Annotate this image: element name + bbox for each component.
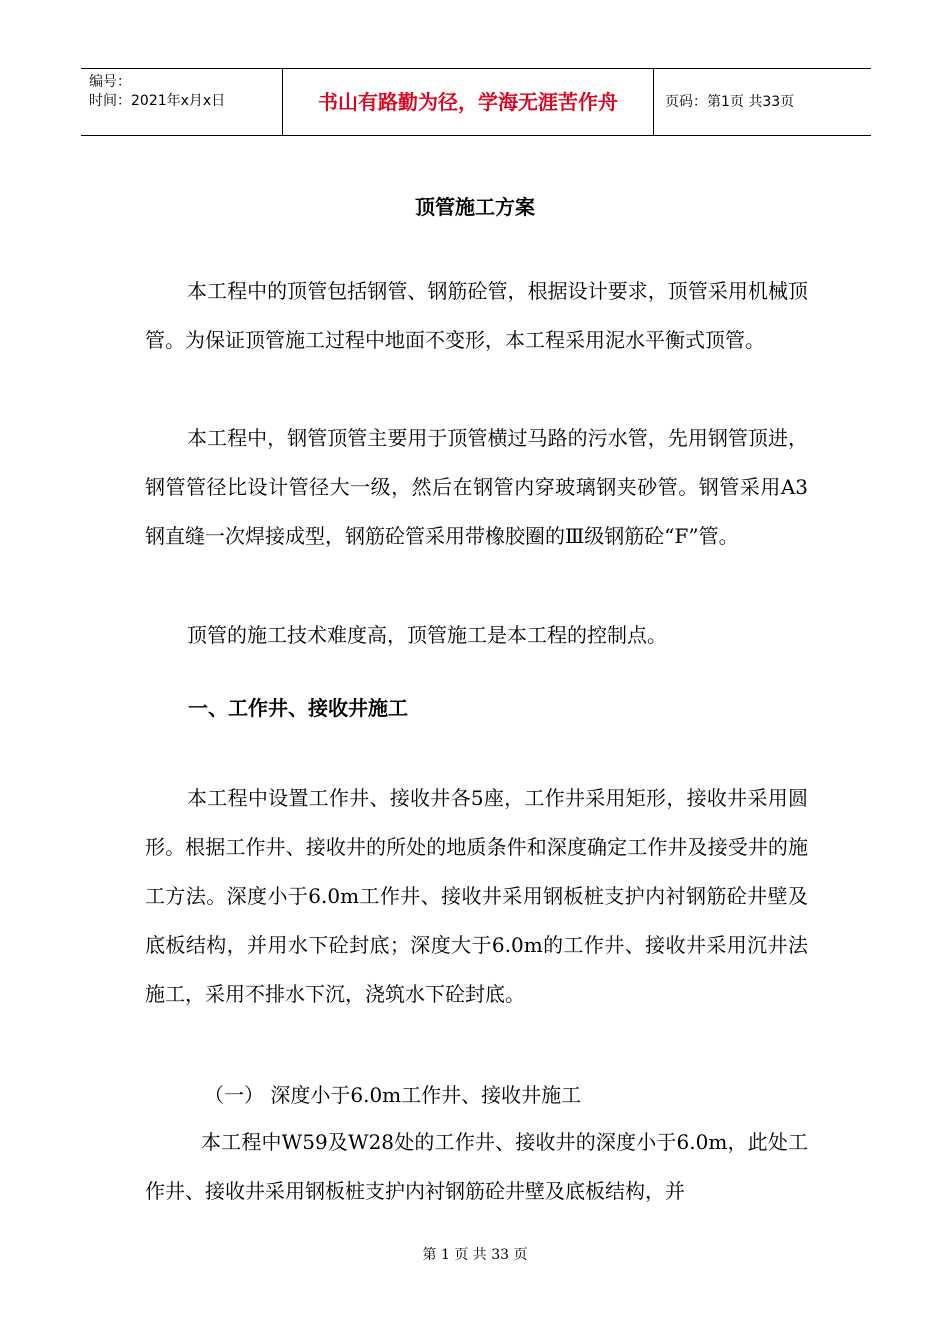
date-line: 时间：2021年x月x日	[89, 93, 226, 109]
section-heading: 一、工作井、接收井施工	[188, 696, 408, 720]
header-motto: 书山有路勤为径，学海无涯苦作舟	[318, 90, 618, 114]
section-paragraph: 本工程中设置工作井、接收井各5座，工作井采用矩形，接收井采用圆形。根据工作井、接收井的所处的地质条件和深度确定工作井及接受井的施工方法。深度小于6.0m工作井、接收井采用钢板桩支护内衬钢筋砼井壁及底板结构，并用水下砼封底；深度大于6.0m的工作井、接收井采用沉井法施工，采用不排水下沉，浇筑水下砼封底。	[145, 786, 808, 1006]
page-header	[81, 68, 871, 136]
subsection-heading: （一） 深度小于6.0m工作井、接收井施工	[204, 1083, 582, 1107]
header-divider	[653, 69, 654, 135]
page-footer: 第 1 页 共 33 页	[422, 1247, 528, 1263]
subsection-paragraph: 本工程中W59及W28处的工作井、接收井的深度小于6.0m，此处工作井、接收井采用钢板桩支护内衬钢筋砼井壁及底板结构，并	[145, 1130, 808, 1203]
header-page-info: 页码：第1页 共33页	[665, 94, 795, 110]
document-title: 顶管施工方案	[415, 195, 535, 219]
serial-number-label: 编号：	[89, 74, 131, 90]
intro-paragraph-1: 本工程中的顶管包括钢管、钢筋砼管，根据设计要求，顶管采用机械顶管。为保证顶管施工过程中地面不变形，本工程采用泥水平衡式顶管。	[145, 279, 808, 352]
intro-paragraph-3: 顶管的施工技术难度高，顶管施工是本工程的控制点。	[187, 623, 667, 647]
intro-paragraph-2: 本工程中，钢管顶管主要用于顶管横过马路的污水管，先用钢管顶进，钢管管径比设计管径大一级，然后在钢管内穿玻璃钢夹砂管。钢管采用A3钢直缝一次焊接成型，钢筋砼管采用带橡胶圈的Ⅲ级钢筋砼“F”管。	[145, 426, 808, 548]
header-meta	[89, 73, 225, 111]
